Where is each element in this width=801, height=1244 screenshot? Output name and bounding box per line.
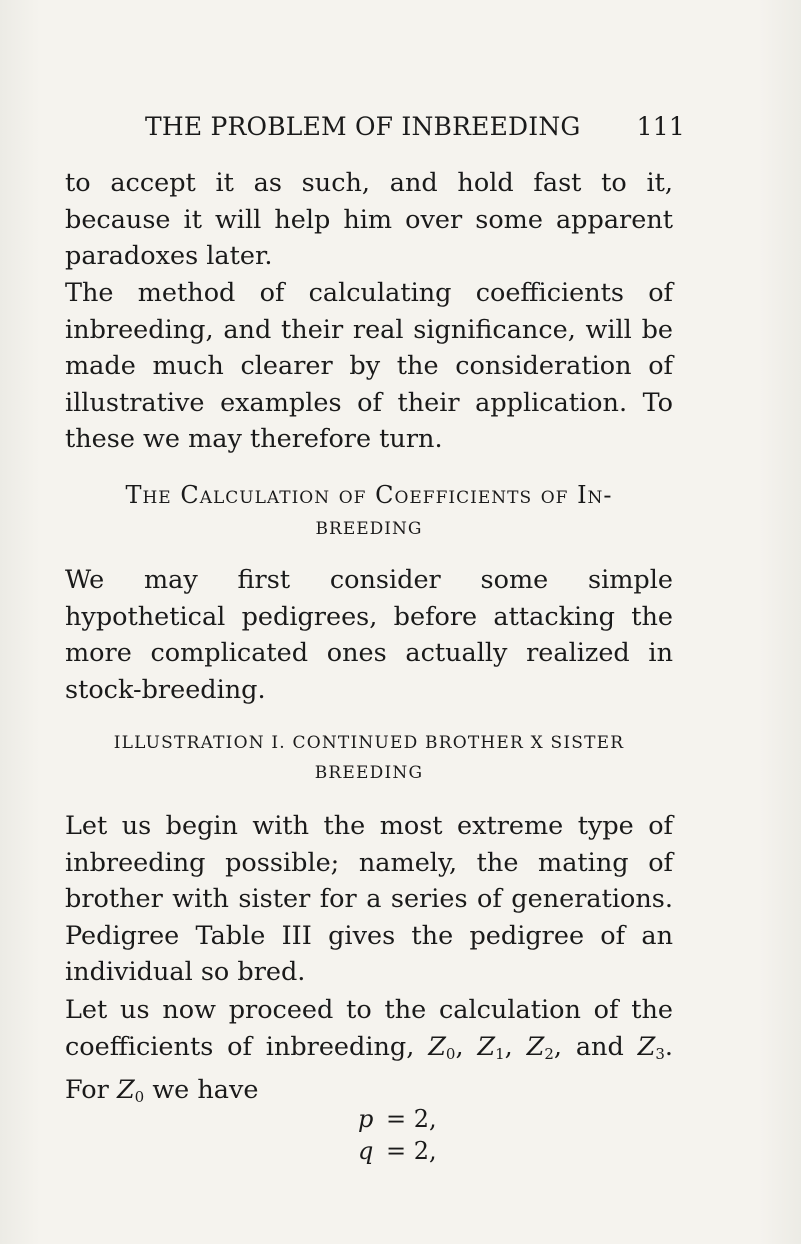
section-heading-line-2: BREEDING bbox=[315, 519, 423, 539]
paragraph-4 bbox=[65, 808, 673, 991]
z2-symbol: $Z_2$ bbox=[526, 1031, 554, 1063]
equation-q bbox=[358, 1135, 437, 1167]
equation-p-var: p bbox=[358, 1105, 374, 1133]
paragraph-1-text: to accept it as such, and hold fast to it, because it will help him over some apparent paradoxes later. bbox=[65, 168, 673, 272]
page-number: 111 bbox=[636, 112, 685, 141]
running-title: THE PROBLEM OF INBREEDING bbox=[145, 112, 581, 141]
equation-q-var: q bbox=[358, 1137, 374, 1165]
paragraph-2-text: The method of calculating coefficients of inbreeding, and their real significance, will be made much clearer by the consideration of illustrative examples of their application. To these we may therefore turn. bbox=[65, 278, 673, 455]
paragraph-3-text: We may first consider some simple hypothetical pedigrees, before attacking the more complicated ones actually realized in stock-breeding. bbox=[65, 565, 673, 705]
and-word: and bbox=[575, 1031, 624, 1062]
z0-symbol: $Z_0$ bbox=[428, 1031, 456, 1063]
equation-p bbox=[358, 1103, 437, 1135]
equation-q-rhs: = 2, bbox=[386, 1137, 437, 1165]
we-have-text: we have bbox=[152, 1075, 259, 1106]
paragraph-5-text: Let us now proceed to the calculation of the coefficients of inbreeding, $Z_0$, $Z_1$, $Z_2$, and $Z_3$. For $Z_0$ we have bbox=[65, 995, 674, 1107]
equation-p-rhs: = 2, bbox=[386, 1105, 437, 1133]
paragraph-4-text: Let us begin with the most extreme type of inbreeding possible; namely, the mating of brother with sister for a series of generations. Pedigree Table III gives the pedigree of an individual so bred. bbox=[65, 811, 673, 988]
illustration-heading bbox=[65, 728, 673, 788]
for-word: For bbox=[65, 1075, 109, 1106]
paragraph-3 bbox=[65, 562, 673, 708]
paragraph-1 bbox=[65, 165, 673, 275]
paragraph-2 bbox=[65, 275, 673, 458]
illustration-heading-line-1: ILLUSTRATION I. CONTINUED BROTHER X SISTER bbox=[113, 733, 625, 753]
z0-symbol-2: $Z_0$ bbox=[116, 1075, 145, 1107]
illustration-heading-line-2: BREEDING bbox=[314, 763, 424, 783]
paragraph-5 bbox=[65, 992, 673, 1116]
paragraph-5-lead: Let us now proceed to the calculation of the coefficients of inbreeding, bbox=[65, 995, 673, 1062]
section-heading-line-1: The Calculation of Coefficients of In- bbox=[125, 481, 613, 509]
section-heading bbox=[65, 478, 673, 546]
z3-symbol: $Z_3$ bbox=[637, 1031, 665, 1063]
z1-symbol: $Z_1$ bbox=[477, 1031, 505, 1063]
